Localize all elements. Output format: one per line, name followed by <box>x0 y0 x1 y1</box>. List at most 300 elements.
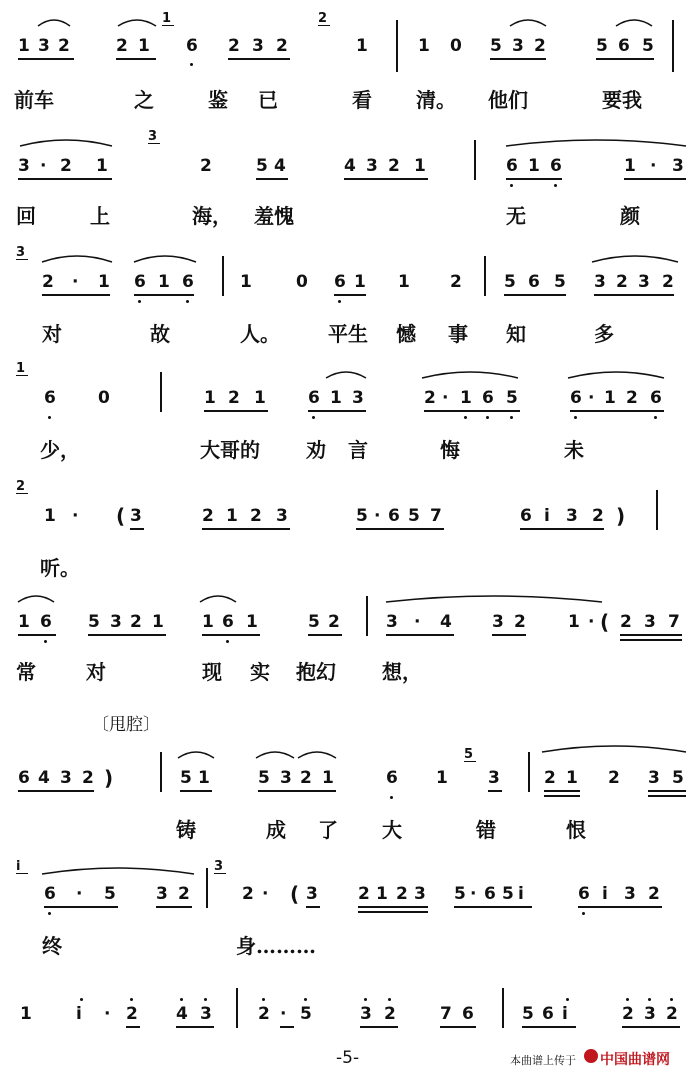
lyric: 前车 <box>14 88 54 112</box>
octave-dot <box>304 998 307 1001</box>
note: 6 <box>134 272 146 292</box>
notation-line-6 <box>0 612 700 632</box>
note: ) <box>104 766 114 790</box>
note: 7 <box>440 1004 452 1024</box>
note: 1 <box>354 272 366 292</box>
underline <box>386 634 454 636</box>
lyric: 回 <box>16 204 36 228</box>
note: 2 <box>514 612 526 632</box>
note: i <box>76 1004 82 1024</box>
underline <box>18 634 56 636</box>
note: 4 <box>38 768 50 788</box>
note: i <box>602 884 608 904</box>
note: 5 <box>642 36 654 56</box>
note: 5 <box>506 388 518 408</box>
underline <box>578 906 662 908</box>
notation-line-8 <box>0 884 700 904</box>
note: 2 <box>648 884 660 904</box>
octave-dot <box>338 300 341 303</box>
grace-note: 1 <box>16 362 28 376</box>
octave-dot <box>582 912 585 915</box>
slur <box>36 14 72 28</box>
octave-dot <box>510 416 513 419</box>
underline <box>202 634 260 636</box>
octave-dot <box>574 416 577 419</box>
note: · <box>470 884 477 904</box>
grace-note: 2 <box>16 480 28 494</box>
underline <box>18 178 112 180</box>
underline <box>544 790 580 792</box>
underline <box>88 634 166 636</box>
underline <box>334 294 366 296</box>
note: 1 <box>460 388 472 408</box>
note: 2 <box>544 768 556 788</box>
note: · <box>72 272 79 292</box>
octave-dot <box>204 998 207 1001</box>
note: 5 <box>672 768 684 788</box>
note: 3 <box>492 612 504 632</box>
note: 6 <box>506 156 518 176</box>
note: 2 <box>616 272 628 292</box>
note: 3 <box>488 768 500 788</box>
note: 3 <box>648 768 660 788</box>
bar-line <box>656 490 658 530</box>
note: 2 <box>178 884 190 904</box>
note: 1 <box>152 612 164 632</box>
underline <box>594 294 674 296</box>
note: 4 <box>344 156 356 176</box>
note: 1 <box>138 36 150 56</box>
note: 2 <box>450 272 462 292</box>
note: 3 <box>566 506 578 526</box>
slur <box>324 366 368 380</box>
note: 2 <box>130 612 142 632</box>
note: 5 <box>502 884 514 904</box>
note: 2 <box>388 156 400 176</box>
note: 2 <box>82 768 94 788</box>
note: 5 <box>300 1004 312 1024</box>
note: 6 <box>520 506 532 526</box>
note: 1 <box>98 272 110 292</box>
octave-dot <box>626 998 629 1001</box>
note: 3 <box>306 884 318 904</box>
lyric: 想， <box>382 660 422 684</box>
note: 6 <box>528 272 540 292</box>
lyric: 听。 <box>40 556 80 580</box>
underline <box>258 790 336 792</box>
note: · <box>280 1004 287 1024</box>
note: 3 <box>60 768 72 788</box>
bar-line <box>222 256 224 296</box>
note: 6 <box>40 612 52 632</box>
note: 5 <box>522 1004 534 1024</box>
note: 2 <box>592 506 604 526</box>
lyric: 事 <box>448 322 468 346</box>
lyric: 大哥的 <box>200 438 260 462</box>
note: 7 <box>668 612 680 632</box>
lyric: 了 <box>318 818 338 842</box>
page-number: -5- <box>336 1048 360 1068</box>
bar-line <box>528 752 530 792</box>
underline <box>520 528 604 530</box>
underline <box>488 790 502 792</box>
octave-dot <box>654 416 657 419</box>
underline <box>492 634 526 636</box>
underline <box>648 795 686 797</box>
note: 5 <box>596 36 608 56</box>
bar-line <box>484 256 486 296</box>
octave-dot <box>262 998 265 1001</box>
note: 1 <box>198 768 210 788</box>
note: 1 <box>414 156 426 176</box>
grace-note: 1 <box>162 12 174 26</box>
underline <box>126 1026 140 1028</box>
underline <box>620 639 682 641</box>
note: 6 <box>484 884 496 904</box>
note: 3 <box>200 1004 212 1024</box>
note: 2 <box>228 36 240 56</box>
underline <box>358 906 428 908</box>
note: ) <box>616 504 626 528</box>
lyric: 实 <box>250 660 270 684</box>
note: 3 <box>156 884 168 904</box>
underline <box>454 906 532 908</box>
lyric: 言 <box>348 438 368 462</box>
underline <box>624 178 686 180</box>
note: 1 <box>96 156 108 176</box>
underline <box>544 795 580 797</box>
octave-dot <box>486 416 489 419</box>
note: · <box>76 884 83 904</box>
note: 6 <box>222 612 234 632</box>
note: 4 <box>176 1004 188 1024</box>
note: · <box>414 612 421 632</box>
underline <box>130 528 144 530</box>
lyric: 憾 <box>396 322 416 346</box>
note: 3 <box>644 1004 656 1024</box>
note: 2 <box>620 612 632 632</box>
underline <box>358 911 428 913</box>
site-logo-icon <box>584 1049 598 1063</box>
note: 3 <box>38 36 50 56</box>
slur <box>18 134 114 148</box>
grace-note: 5 <box>464 748 476 762</box>
note: 2 <box>608 768 620 788</box>
note: 6 <box>18 768 30 788</box>
note: 5 <box>504 272 516 292</box>
note: 6 <box>482 388 494 408</box>
note: 5 <box>258 768 270 788</box>
note: 6 <box>542 1004 554 1024</box>
bar-line <box>474 140 476 180</box>
note: 6 <box>44 388 56 408</box>
note: 5 <box>88 612 100 632</box>
underline <box>202 528 290 530</box>
octave-dot <box>648 998 651 1001</box>
note: 3 <box>252 36 264 56</box>
grace-note: 3 <box>16 246 28 260</box>
note: 2 <box>116 36 128 56</box>
underline <box>156 906 192 908</box>
bar-line <box>396 20 398 72</box>
note: · <box>40 156 47 176</box>
octave-dot <box>566 998 569 1001</box>
lyric: 抱幻 <box>296 660 336 684</box>
lyric: 劝 <box>306 438 326 462</box>
note: 6 <box>44 884 56 904</box>
lyric: 看 <box>352 88 372 112</box>
underline <box>504 294 566 296</box>
note: · <box>650 156 657 176</box>
note: 2 <box>58 36 70 56</box>
underline <box>42 294 110 296</box>
lyric: 错 <box>476 818 496 842</box>
note: 3 <box>360 1004 372 1024</box>
lyric: 终 <box>42 934 62 958</box>
underline <box>18 58 74 60</box>
bar-line <box>236 988 238 1028</box>
note: 1 <box>204 388 216 408</box>
note: 5 <box>554 272 566 292</box>
octave-dot <box>48 912 51 915</box>
lyric: 之 <box>134 88 154 112</box>
slur <box>540 740 688 754</box>
note: 3 <box>672 156 684 176</box>
note: 6 <box>388 506 400 526</box>
underline <box>308 410 366 412</box>
slur <box>504 134 688 148</box>
octave-dot <box>180 998 183 1001</box>
octave-dot <box>80 998 83 1001</box>
note: 7 <box>430 506 442 526</box>
note: · <box>374 506 381 526</box>
grace-note: i <box>16 860 28 874</box>
note: 1 <box>330 388 342 408</box>
octave-dot <box>186 300 189 303</box>
slur <box>254 746 296 760</box>
note: 5 <box>308 612 320 632</box>
octave-dot <box>130 998 133 1001</box>
lyric: 对 <box>42 322 62 346</box>
note: 1 <box>18 36 30 56</box>
note: · <box>588 612 595 632</box>
bar-line <box>502 988 504 1028</box>
lyric: 成 <box>266 818 286 842</box>
note: 6 <box>186 36 198 56</box>
slur <box>16 590 56 604</box>
note: 0 <box>296 272 308 292</box>
octave-dot <box>670 998 673 1001</box>
bar-line <box>160 372 162 412</box>
note: 5 <box>454 884 466 904</box>
underline <box>280 1026 294 1028</box>
underline <box>522 1026 576 1028</box>
lyric: 海， <box>192 204 232 228</box>
note: 1 <box>44 506 56 526</box>
octave-dot <box>554 184 557 187</box>
note: 1 <box>226 506 238 526</box>
slur <box>508 14 548 28</box>
underline <box>360 1026 398 1028</box>
slur <box>296 746 338 760</box>
underline <box>116 58 156 60</box>
note: 2 <box>626 388 638 408</box>
lyric: 对 <box>86 660 106 684</box>
note: 6 <box>308 388 320 408</box>
slur <box>614 14 654 28</box>
note: 2 <box>358 884 370 904</box>
underline <box>596 58 654 60</box>
underline <box>176 1026 214 1028</box>
underline <box>180 790 212 792</box>
note: 3 <box>130 506 142 526</box>
underline <box>648 790 686 792</box>
note: i <box>518 884 524 904</box>
upload-notice: 本曲谱上传于 <box>510 1054 576 1067</box>
underline <box>440 1026 476 1028</box>
slur <box>40 250 114 264</box>
slur <box>590 250 680 264</box>
grace-note: 2 <box>318 12 330 26</box>
slur <box>420 366 520 380</box>
note: · <box>262 884 269 904</box>
octave-dot <box>364 998 367 1001</box>
underline <box>306 906 320 908</box>
note: · <box>72 506 79 526</box>
note: 6 <box>386 768 398 788</box>
underline <box>344 178 428 180</box>
note: 6 <box>578 884 590 904</box>
underline <box>308 634 342 636</box>
note: 1 <box>436 768 448 788</box>
note: 4 <box>440 612 452 632</box>
notation-line-5 <box>0 506 700 526</box>
underline <box>424 410 520 412</box>
bar-line <box>160 752 162 792</box>
note: ( <box>116 504 126 528</box>
underline <box>490 58 546 60</box>
note: 5 <box>180 768 192 788</box>
underline <box>622 1026 680 1028</box>
notation-line-2 <box>0 156 700 176</box>
lyric: 他们 <box>488 88 528 112</box>
note: 3 <box>276 506 288 526</box>
note: 3 <box>352 388 364 408</box>
lyric: 要我 <box>602 88 642 112</box>
note: 1 <box>528 156 540 176</box>
lyric: 铸 <box>176 818 196 842</box>
notation-line-1 <box>0 36 700 56</box>
note: 1 <box>568 612 580 632</box>
note: 3 <box>644 612 656 632</box>
bar-line <box>206 868 208 908</box>
note: 2 <box>424 388 436 408</box>
lyric: 多 <box>594 322 614 346</box>
note: 3 <box>366 156 378 176</box>
note: 2 <box>534 36 546 56</box>
underline <box>620 634 682 636</box>
note: 3 <box>624 884 636 904</box>
note: i <box>544 506 550 526</box>
underline <box>506 178 562 180</box>
note: 2 <box>126 1004 138 1024</box>
note: 1 <box>418 36 430 56</box>
octave-dot <box>510 184 513 187</box>
slur <box>116 14 158 28</box>
note: 4 <box>274 156 286 176</box>
lyric: 无 <box>506 204 526 228</box>
note: 3 <box>386 612 398 632</box>
underline <box>356 528 444 530</box>
note: 2 <box>228 388 240 408</box>
underline <box>256 178 288 180</box>
note: 2 <box>328 612 340 632</box>
note: 1 <box>604 388 616 408</box>
note: 0 <box>98 388 110 408</box>
note: 5 <box>408 506 420 526</box>
octave-dot <box>48 416 51 419</box>
underline <box>18 790 94 792</box>
octave-dot <box>464 416 467 419</box>
lyric: 知 <box>506 322 526 346</box>
annotation: 〔甩腔〕 <box>92 715 160 735</box>
note: 2 <box>42 272 54 292</box>
note: 1 <box>624 156 636 176</box>
note: 2 <box>622 1004 634 1024</box>
lyric: 平生 <box>328 322 368 346</box>
octave-dot <box>226 640 229 643</box>
slur <box>40 862 196 876</box>
notation-line-3 <box>0 272 700 292</box>
notation-line-9 <box>0 1004 700 1024</box>
octave-dot <box>138 300 141 303</box>
lyric: 少， <box>40 438 80 462</box>
underline <box>134 294 194 296</box>
note: ( <box>600 610 610 634</box>
note: 1 <box>398 272 410 292</box>
note: 2 <box>396 884 408 904</box>
note: 1 <box>254 388 266 408</box>
slur <box>176 746 216 760</box>
note: 3 <box>280 768 292 788</box>
octave-dot <box>44 640 47 643</box>
lyric: 鉴 <box>208 88 228 112</box>
note: 3 <box>594 272 606 292</box>
lyric: 现 <box>202 660 222 684</box>
note: 2 <box>60 156 72 176</box>
note: 3 <box>18 156 30 176</box>
note: 5 <box>490 36 502 56</box>
lyric: 大 <box>382 818 402 842</box>
note: 3 <box>414 884 426 904</box>
notation-line-4 <box>0 388 700 408</box>
note: 6 <box>618 36 630 56</box>
lyric: 未 <box>564 438 584 462</box>
note: 1 <box>158 272 170 292</box>
underline <box>204 410 268 412</box>
note: 0 <box>450 36 462 56</box>
lyric: 清。 <box>416 88 456 112</box>
note: 2 <box>662 272 674 292</box>
note: 5 <box>104 884 116 904</box>
lyric: 悔 <box>440 438 460 462</box>
note: 6 <box>550 156 562 176</box>
lyric: 羞愧 <box>254 204 294 228</box>
lyric: 颜 <box>620 204 640 228</box>
note: 1 <box>240 272 252 292</box>
note: 1 <box>376 884 388 904</box>
note: 5 <box>356 506 368 526</box>
